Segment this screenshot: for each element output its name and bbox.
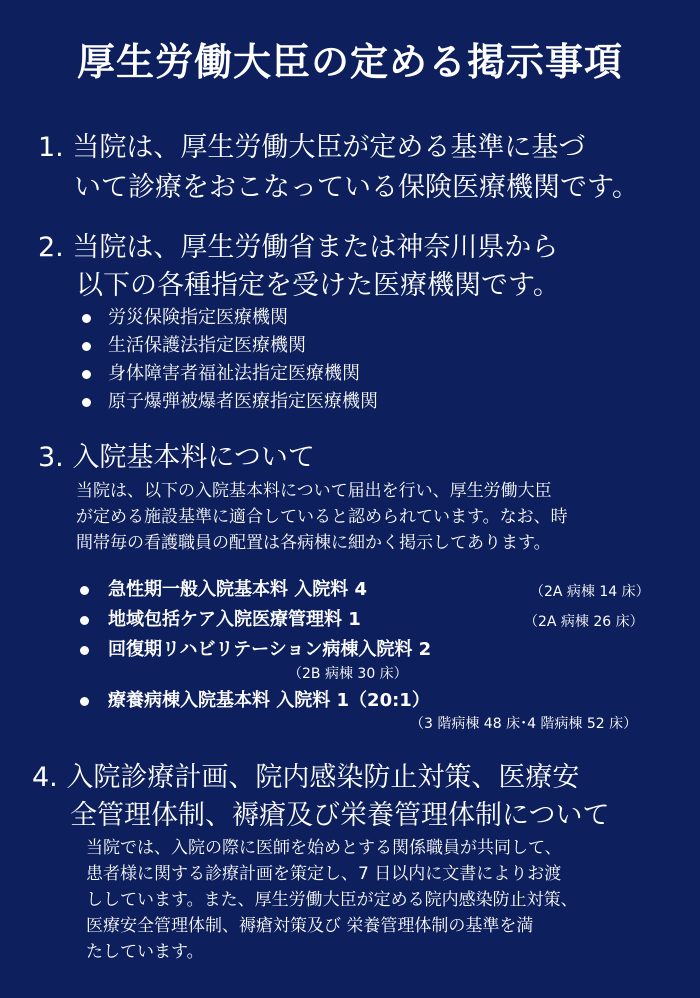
fee-item-3-note: （2B 病棟 30 床）	[288, 666, 408, 682]
section4-paragraph	[86, 835, 578, 965]
section2-number: 2.	[38, 232, 64, 263]
fee-item-2-note: （2A 病棟 26 床）	[524, 614, 644, 630]
paragraph-line: 患者様に関する診療計画を策定し、7 日以内に文書によりお渡	[86, 864, 562, 884]
bullet-dot	[80, 646, 89, 655]
list-item: 原子爆弾被爆者医療指定医療機関	[80, 388, 378, 416]
paragraph-line: ししています。また、厚生労働大臣が定める院内感染防止対策、	[86, 890, 578, 910]
section1-heading	[38, 126, 585, 170]
fee-item-1-note: （2A 病棟 14 床）	[530, 584, 650, 600]
section4-number: 4.	[32, 762, 58, 793]
bullet-dot	[80, 616, 89, 625]
fee-item-4: 療養病棟入院基本料 入院料 1（20:1）	[108, 690, 430, 711]
fee-item-1: 急性期一般入院基本料 入院料 4	[108, 579, 368, 600]
section1-number: 1.	[38, 132, 64, 163]
fee-item-3: 回復期リハビリテーション病棟入院料 2	[108, 639, 432, 660]
paragraph-line: 当院は、以下の入院基本料について届出を行い、厚生労働大臣	[76, 481, 552, 501]
fee-item-4-note: （3 階病棟 48 床･4 階病棟 52 床）	[410, 716, 638, 732]
designation-list	[80, 304, 378, 416]
section1-line2: いて診療をおこなっている保険医療機関です。	[74, 172, 639, 203]
list-item: 労災保険指定医療機関	[80, 304, 378, 332]
section2-line2: 以下の各種指定を受けた医療機関です。	[76, 270, 560, 301]
section3-paragraph	[76, 478, 568, 556]
section1-line1: 当院は、厚生労働大臣が定める基準に基づ	[72, 132, 586, 163]
bullet-dot	[80, 586, 89, 595]
section4-line1: 入院診療計画、院内感染防止対策、医療安	[66, 762, 580, 793]
section2-line1: 当院は、厚生労働省または神奈川県から	[72, 232, 559, 263]
section4-line2: 全管理体制、褥瘡及び栄養管理体制について	[70, 800, 610, 831]
paragraph-line: が定める施設基準に適合していると認められています。なお、時	[76, 507, 568, 527]
paragraph-line: 医療安全管理体制、褥瘡対策及び 栄養管理体制の基準を満	[86, 916, 534, 936]
paragraph-line: 間帯毎の看護職員の配置は各病棟に細かく掲示してあります。	[76, 533, 551, 553]
bullet-dot	[80, 697, 89, 706]
list-item: 身体障害者福祉法指定医療機関	[80, 360, 378, 388]
paragraph-line: たしています。	[86, 942, 204, 962]
paragraph-line: 当院では、入院の際に医師を始めとする関係職員が共同して、	[86, 838, 562, 858]
fee-item-2: 地域包括ケア入院医療管理料 1	[108, 609, 361, 630]
section3-number: 3.	[38, 442, 64, 473]
section3-heading-text: 入院基本料について	[72, 442, 315, 473]
section3-heading	[38, 436, 315, 480]
list-item: 生活保護法指定医療機関	[80, 332, 378, 360]
page-title: 厚生労働大臣の定める掲示事項	[76, 40, 623, 84]
